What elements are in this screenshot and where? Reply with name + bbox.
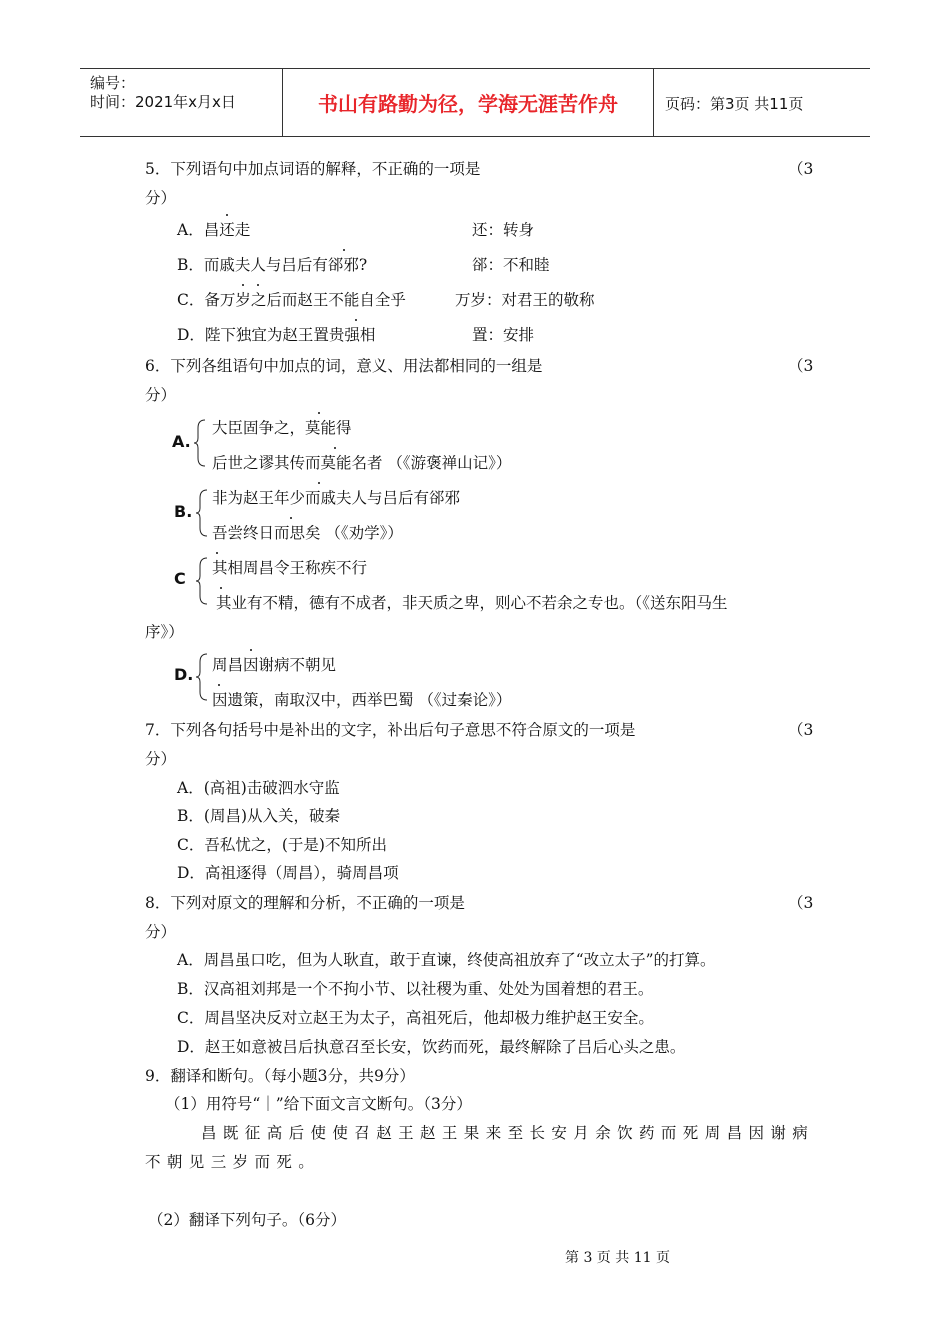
q8-option-d: D．赵王如意被吕后执意召至长安，饮药而死，最终解除了吕后心头之患。 (177, 1038, 686, 1056)
header-meta (80, 69, 283, 136)
q7-option-d: D．高祖逐得（周昌），骑周昌项 (177, 864, 399, 882)
q7-stem: 7．下列各句括号中是补出的文字，补出后句子意思不符合原文的一项是 (145, 721, 636, 739)
q6-group-b-line1: 非为赵王年少而戚夫人与吕后有郤邪 (212, 489, 461, 507)
q7-option-b: B．(周昌)从入关，破秦 (177, 807, 340, 825)
q6-group-c-line1: 其相周昌令王称疾不行 (212, 559, 368, 577)
q6-group-a-line2: 后世之谬其传而莫能名者 （《游褒禅山记》） (212, 454, 512, 472)
q5-option-a: A．昌还走 (177, 221, 251, 239)
emphasis-dot (334, 447, 336, 449)
q6-group-b-label: B. (174, 502, 193, 521)
brace-icon (193, 418, 207, 468)
q8-score-cont: 分） (145, 923, 177, 941)
emphasis-dot (242, 284, 244, 286)
q5-gloss-b: 郤：不和睦 (472, 256, 550, 274)
q8-option-b: B．汉高祖刘邦是一个不拘小节、以社稷为重、处处为国着想的君王。 (177, 980, 654, 998)
q6-group-c-label: C (174, 569, 186, 588)
q6-stem: 6．下列各组语句中加点的词，意义、用法都相同的一组是 (145, 357, 543, 375)
q9-sub1: （1）用符号“｜”给下面文言文断句。（3分） (165, 1095, 472, 1113)
brace-icon (195, 556, 209, 606)
emphasis-dot (290, 517, 292, 519)
q6-group-c-line3: 序》） (145, 623, 184, 641)
q5-score-cont: 分） (145, 189, 177, 207)
q5-option-c: C．备万岁之后而赵王不能自全乎 (177, 291, 406, 309)
q6-group-c-line2: 其业有不精，德有不成者，非天质之卑，则心不若余之专也。（《送东阳马生 (216, 594, 728, 612)
q7-option-a: A．(高祖)击破泗水守监 (177, 779, 340, 797)
page-header (80, 68, 870, 137)
q9-passage-line1: 昌既征高后使使召赵王赵王果来至长安月余饮药而死周昌因谢病 (201, 1124, 815, 1142)
emphasis-dot (257, 284, 259, 286)
q9-stem: 9．翻译和断句。（每小题3分，共9分） (145, 1067, 415, 1085)
emphasis-dot (218, 684, 220, 686)
q5-gloss-c: 万岁：对君王的敬称 (455, 291, 595, 309)
emphasis-dot (220, 587, 222, 589)
q6-group-d-line1: 周昌因谢病不朝见 (212, 656, 337, 674)
number-label: 编号： (90, 74, 136, 92)
q6-score-cont: 分） (145, 386, 177, 404)
emphasis-dot (318, 412, 320, 414)
emphasis-dot (355, 319, 357, 321)
motto: 书山有路勤为径，学海无涯苦作舟 (283, 69, 654, 136)
q5-option-b: B．而戚夫人与吕后有郤邪? (177, 256, 368, 274)
page-footer: 第 3 页 共 11 页 (565, 1250, 670, 1266)
q5-stem: 5．下列语句中加点词语的解释，不正确的一项是 (145, 160, 481, 178)
page-info: 页码：第3页 共11页 (665, 95, 804, 113)
q5-gloss-d: 置：安排 (472, 326, 535, 344)
q9-passage-line2: 不朝见三岁而死。 (145, 1153, 321, 1171)
q9-sub2: （2）翻译下列句子。（6分） (148, 1211, 346, 1229)
q6-group-d-label: D. (174, 665, 194, 684)
emphasis-dot (343, 249, 345, 251)
q8-stem: 8．下列对原文的理解和分析，不正确的一项是 (145, 894, 465, 912)
q8-option-c: C．周昌坚决反对立赵王为太子，高祖死后，他却极力维护赵王安全。 (177, 1009, 654, 1027)
q6-score: （3 (788, 357, 814, 375)
q5-score: （3 (788, 160, 814, 178)
brace-icon (195, 488, 209, 538)
emphasis-dot (216, 552, 218, 554)
q7-score: （3 (788, 721, 814, 739)
emphasis-dot (318, 482, 320, 484)
q6-group-a-label: A. (172, 432, 191, 451)
q6-group-b-line2: 吾尝终日而思矣 （《劝学》） (212, 524, 403, 542)
q7-score-cont: 分） (145, 750, 177, 768)
q6-group-a-line1: 大臣固争之，莫能得 (212, 419, 352, 437)
q8-score: （3 (788, 894, 814, 912)
q5-gloss-a: 还：转身 (472, 221, 535, 239)
emphasis-dot (250, 649, 252, 651)
time-label: 时间：2021年x月x日 (90, 93, 236, 111)
q5-option-d: D．陛下独宜为赵王置贵强相 (177, 326, 376, 344)
q8-option-a: A．周昌虽口吃，但为人耿直，敢于直谏，终使高祖放弃了“改立太子”的打算。 (177, 951, 716, 969)
brace-icon (195, 652, 209, 702)
emphasis-dot (226, 214, 228, 216)
q6-group-d-line2: 因遗策，南取汉中，西举巴蜀 （《过秦论》） (212, 691, 512, 709)
q7-option-c: C．吾私忧之，(于是)不知所出 (177, 836, 387, 854)
